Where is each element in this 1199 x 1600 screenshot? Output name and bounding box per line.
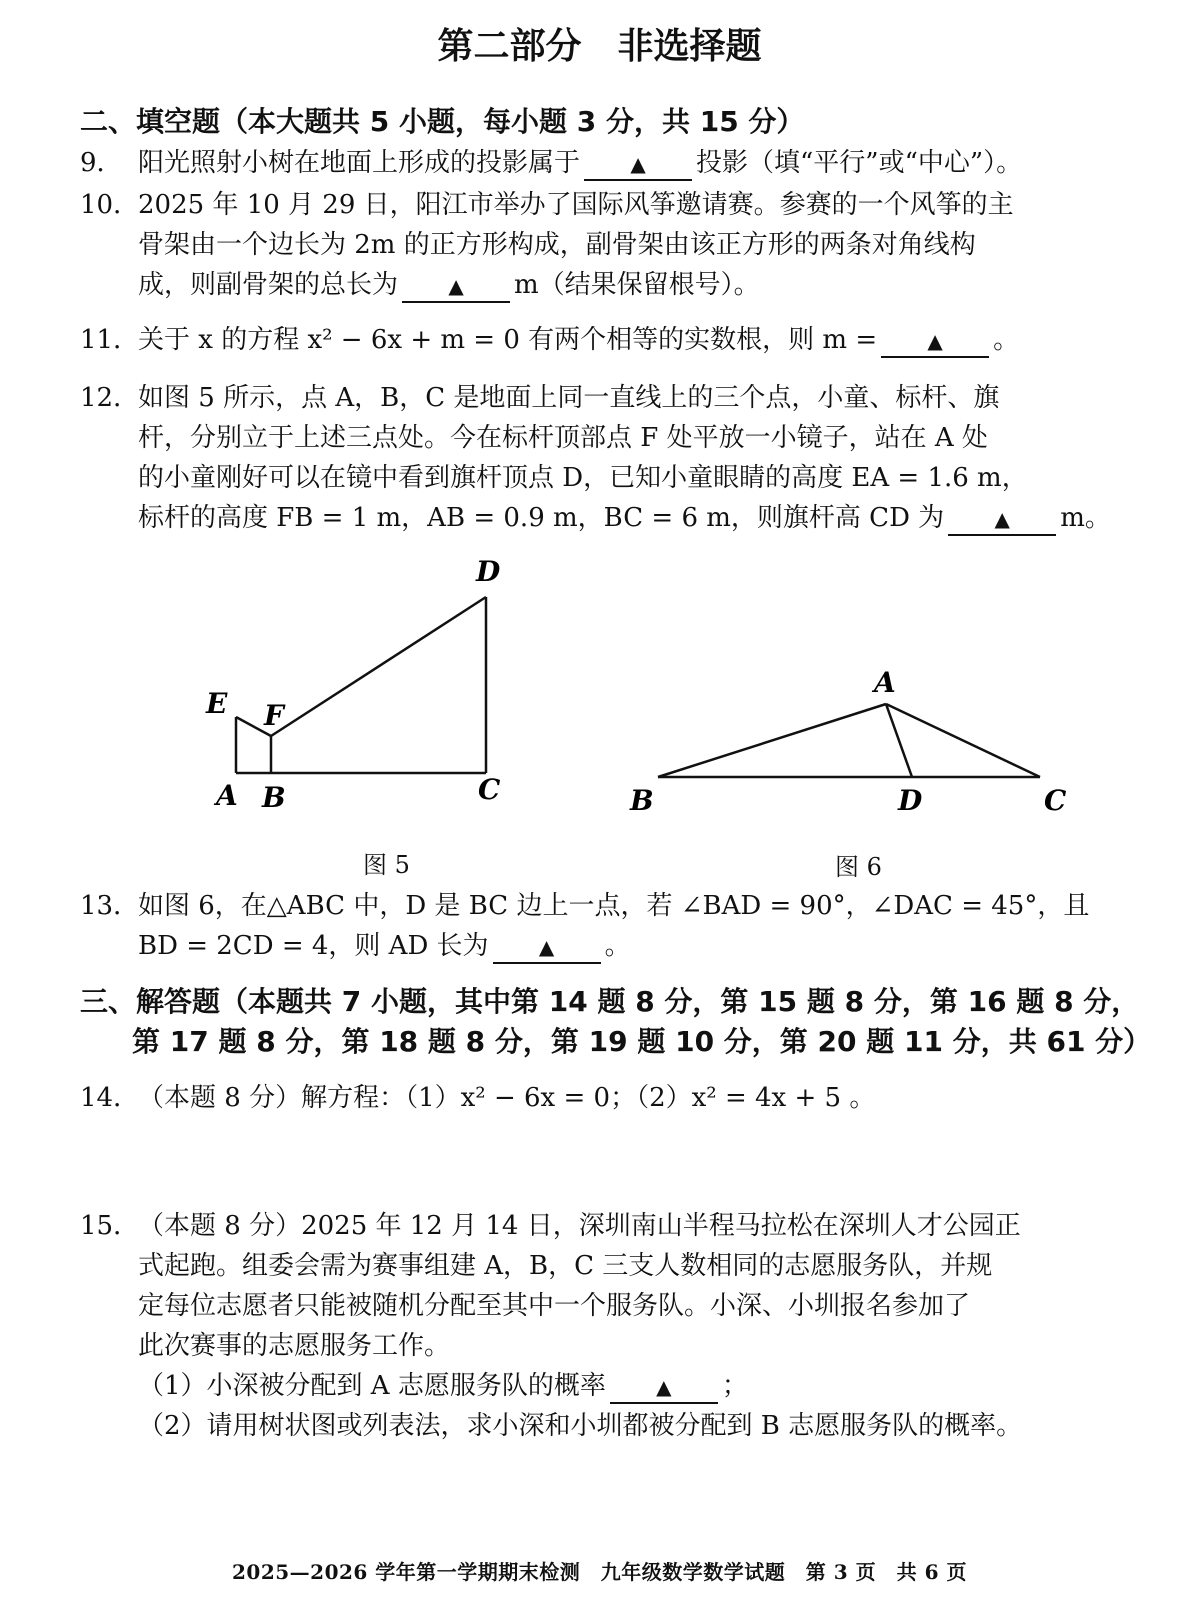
section-heading-solve: 三、解答题（本题共 7 小题，其中第 14 题 8 分，第 15 题 8 分，第 16 题 8 分， [80,985,1140,1018]
question-number: 15． [80,1211,140,1241]
triangle-icon: ▲ [630,152,646,176]
question-text: 2025 年 10 月 29 日，阳江市举办了国际风筝邀请赛。参赛的一个风筝的主 [138,190,1014,220]
question-9 [80,143,1103,183]
figure-5-diagram [190,555,550,825]
question-text: 投影（填“平行”或“中心”）。 [696,148,1023,178]
answer-blank [402,270,510,303]
section-heading-fill-in: 二、填空题（本大题共 5 小题，每小题 3 分，共 15 分） [80,105,805,138]
question-text: （1）小深被分配到 A 志愿服务队的概率 [138,1371,606,1401]
answer-blank [881,325,989,358]
question-text: 如图 6，在△ABC 中，D 是 BC 边上一点，若 ∠BAD = 90°，∠DAC = 45°，且 [138,891,1090,921]
answer-blank [493,931,601,964]
question-text: 阳光照射小树在地面上形成的投影属于 [138,148,581,178]
question-text: （2）请用树状图或列表法，求小深和小圳都被分配到 B 志愿服务队的概率。 [138,1411,1023,1441]
triangle-icon: ▲ [656,1375,672,1399]
label-d: D [476,555,501,588]
label-f: F [264,699,284,732]
figure-6-diagram [620,660,1080,830]
label-b: B [262,781,286,814]
question-text: 骨架由一个边长为 2m 的正方形构成，副骨架由该正方形的两条对角线构 [138,230,976,260]
figure-6-caption: 图 6 [835,853,882,881]
question-text: 如图 5 所示，点 A，B，C 是地面上同一直线上的三个点，小童、标杆、旗 [138,383,1000,413]
question-text: 的小童刚好可以在镜中看到旗杆顶点 D，已知小童眼睛的高度 EA = 1.6 m， [138,463,1028,493]
label-d: D [898,784,923,817]
page-title: 第二部分 非选择题 [437,26,762,67]
label-c: C [478,773,501,806]
question-text: 杆，分别立于上述三点处。今在标杆顶部点 F 处平放一小镜子，站在 A 处 [138,423,988,453]
question-number: 9． [80,148,123,178]
question-15 [80,1206,1103,1446]
triangle-icon: ▲ [927,329,943,353]
section-heading-solve-cont: 第 17 题 8 分，第 18 题 8 分，第 19 题 10 分，第 20 题 11 分，共 61 分） [132,1025,1152,1058]
label-c: C [1044,784,1067,817]
question-text: 。 [604,931,631,961]
question-text: 成，则副骨架的总长为 [138,270,399,300]
figure-5-caption: 图 5 [363,851,410,879]
question-text: 标杆的高度 FB = 1 m，AB = 0.9 m，BC = 6 m，则旗杆高 CD 为 [138,503,945,533]
question-text: 。 [993,325,1020,355]
answer-blank [948,503,1056,536]
question-12 [80,378,1111,538]
question-text: BD = 2CD = 4，则 AD 长为 [138,931,489,961]
question-text: m。 [1060,503,1111,533]
question-10 [80,185,1103,305]
segment-fd [271,597,486,736]
question-text: 此次赛事的志愿服务工作。 [138,1331,451,1361]
label-a: A [216,779,238,812]
question-text: m（结果保留根号）。 [514,270,760,300]
answer-blank [584,148,692,181]
label-e: E [206,687,228,720]
question-13 [80,886,1103,966]
segment-ba [658,704,886,777]
question-14 [80,1078,1103,1118]
question-text: 关于 x 的方程 x² − 6x + m = 0 有两个相等的实数根，则 m = [138,325,878,355]
triangle-icon: ▲ [538,935,555,959]
question-11 [80,320,1103,360]
question-number: 12． [80,383,140,413]
question-text: （本题 8 分）2025 年 12 月 14 日，深圳南山半程马拉松在深圳人才公园正 [138,1211,1021,1241]
question-number: 14． [80,1083,140,1113]
question-text: ； [721,1371,748,1401]
question-number: 10． [80,190,140,220]
page-footer: 2025—2026 学年第一学期期末检测 九年级数学数学试题 第 3 页 共 6 页 [232,1560,967,1584]
answer-blank [610,1371,718,1404]
label-a: A [874,666,896,699]
question-text: 式起跑。组委会需为赛事组建 A，B，C 三支人数相同的志愿服务队，并规 [138,1251,993,1281]
question-text: （本题 8 分）解方程：（1）x² − 6x = 0；（2）x² = 4x + 5 。 [138,1083,876,1113]
label-b: B [630,784,654,817]
question-number: 11． [80,325,140,355]
question-number: 13． [80,891,140,921]
question-text: 定每位志愿者只能被随机分配至其中一个服务队。小深、小圳报名参加了 [138,1291,971,1321]
triangle-icon: ▲ [994,507,1010,531]
triangle-icon: ▲ [448,274,464,298]
